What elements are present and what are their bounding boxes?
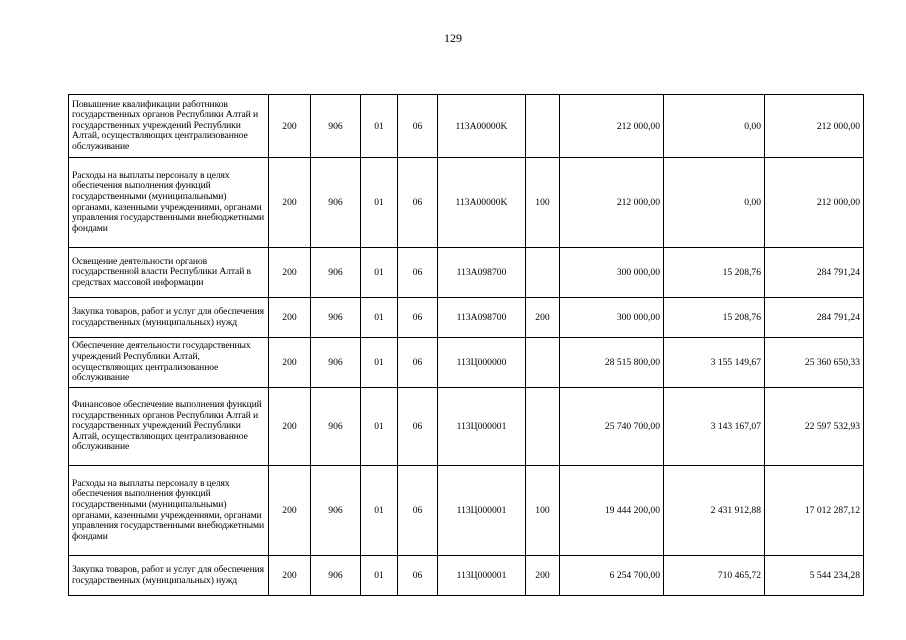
cell-code-1: 200 xyxy=(269,388,311,466)
cell-code-6 xyxy=(526,248,560,298)
page-number: 129 xyxy=(444,31,462,45)
cell-value-3: 284 791,24 xyxy=(765,248,864,298)
cell-code-2: 906 xyxy=(311,338,361,388)
table-row xyxy=(69,338,864,388)
cell-code-5: 113Ц000000 xyxy=(438,338,526,388)
cell-code-4: 06 xyxy=(398,248,438,298)
cell-code-5: 113A00000K xyxy=(438,158,526,248)
table-row xyxy=(69,248,864,298)
cell-code-2: 906 xyxy=(311,158,361,248)
cell-code-3: 01 xyxy=(361,338,398,388)
cell-value-1: 300 000,00 xyxy=(560,298,664,338)
cell-code-6: 200 xyxy=(526,556,560,596)
cell-code-1: 200 xyxy=(269,248,311,298)
cell-code-5: 113A098700 xyxy=(438,248,526,298)
cell-code-6: 100 xyxy=(526,158,560,248)
cell-name: Расходы на выплаты персоналу в целях обеспечения выполнения функций государственными (муниципальными) органами, казенными учреждениями, органами управления государственными внебюджетными фондами xyxy=(69,158,269,248)
cell-code-5: 113A098700 xyxy=(438,298,526,338)
cell-name: Закупка товаров, работ и услуг для обеспечения государственных (муниципальных) нужд xyxy=(69,298,269,338)
cell-code-4: 06 xyxy=(398,298,438,338)
table-row xyxy=(69,466,864,556)
cell-code-3: 01 xyxy=(361,298,398,338)
cell-code-2: 906 xyxy=(311,466,361,556)
cell-code-4: 06 xyxy=(398,158,438,248)
cell-value-2: 3 155 149,67 xyxy=(664,338,765,388)
cell-code-1: 200 xyxy=(269,338,311,388)
cell-value-2: 15 208,76 xyxy=(664,298,765,338)
cell-value-3: 212 000,00 xyxy=(765,95,864,158)
cell-code-2: 906 xyxy=(311,95,361,158)
cell-code-4: 06 xyxy=(398,466,438,556)
cell-value-2: 0,00 xyxy=(664,95,765,158)
cell-value-1: 212 000,00 xyxy=(560,95,664,158)
cell-code-2: 906 xyxy=(311,298,361,338)
cell-code-4: 06 xyxy=(398,95,438,158)
cell-code-2: 906 xyxy=(311,556,361,596)
cell-code-1: 200 xyxy=(269,466,311,556)
cell-code-2: 906 xyxy=(311,388,361,466)
cell-code-4: 06 xyxy=(398,338,438,388)
cell-value-1: 19 444 200,00 xyxy=(560,466,664,556)
cell-code-5: 113A00000K xyxy=(438,95,526,158)
cell-code-1: 200 xyxy=(269,95,311,158)
cell-value-3: 22 597 532,93 xyxy=(765,388,864,466)
cell-code-5: 113Ц000001 xyxy=(438,466,526,556)
cell-name: Обеспечение деятельности государственных учреждений Республики Алтай, осуществляющих централизованное обслуживание xyxy=(69,338,269,388)
cell-code-3: 01 xyxy=(361,158,398,248)
cell-value-2: 3 143 167,07 xyxy=(664,388,765,466)
cell-value-1: 300 000,00 xyxy=(560,248,664,298)
cell-name: Повышение квалификации работников государственных органов Республики Алтай и государственных учреждений Республики Алтай, осуществляющих централизованное обслуживание xyxy=(69,95,269,158)
cell-code-5: 113Ц000001 xyxy=(438,388,526,466)
cell-code-6: 100 xyxy=(526,466,560,556)
cell-value-3: 17 012 287,12 xyxy=(765,466,864,556)
cell-code-6 xyxy=(526,338,560,388)
cell-code-3: 01 xyxy=(361,556,398,596)
cell-value-3: 5 544 234,28 xyxy=(765,556,864,596)
cell-value-3: 25 360 650,33 xyxy=(765,338,864,388)
cell-code-1: 200 xyxy=(269,298,311,338)
cell-name: Расходы на выплаты персоналу в целях обеспечения выполнения функций государственными (муниципальными) органами, казенными учреждениями, органами управления государственными внебюджетными фондами xyxy=(69,466,269,556)
cell-code-3: 01 xyxy=(361,388,398,466)
cell-code-6 xyxy=(526,388,560,466)
table-row xyxy=(69,298,864,338)
cell-value-2: 15 208,76 xyxy=(664,248,765,298)
cell-value-1: 28 515 800,00 xyxy=(560,338,664,388)
cell-code-6 xyxy=(526,95,560,158)
cell-value-2: 0,00 xyxy=(664,158,765,248)
cell-value-3: 212 000,00 xyxy=(765,158,864,248)
cell-code-1: 200 xyxy=(269,556,311,596)
cell-code-4: 06 xyxy=(398,388,438,466)
cell-code-1: 200 xyxy=(269,158,311,248)
cell-value-2: 2 431 912,88 xyxy=(664,466,765,556)
cell-value-1: 25 740 700,00 xyxy=(560,388,664,466)
cell-value-1: 212 000,00 xyxy=(560,158,664,248)
cell-code-4: 06 xyxy=(398,556,438,596)
cell-name: Освещение деятельности органов государственной власти Республики Алтай в средствах массовой информации xyxy=(69,248,269,298)
cell-code-6: 200 xyxy=(526,298,560,338)
cell-name: Финансовое обеспечение выполнения функций государственных органов Республики Алтай и государственных учреждений Республики Алтай, осуществляющих централизованное обслуживание xyxy=(69,388,269,466)
cell-value-2: 710 465,72 xyxy=(664,556,765,596)
cell-code-3: 01 xyxy=(361,466,398,556)
cell-code-2: 906 xyxy=(311,248,361,298)
cell-value-3: 284 791,24 xyxy=(765,298,864,338)
table-row xyxy=(69,158,864,248)
cell-name: Закупка товаров, работ и услуг для обеспечения государственных (муниципальных) нужд xyxy=(69,556,269,596)
cell-code-5: 113Ц000001 xyxy=(438,556,526,596)
cell-value-1: 6 254 700,00 xyxy=(560,556,664,596)
table-row xyxy=(69,388,864,466)
budget-table xyxy=(68,94,864,596)
cell-code-3: 01 xyxy=(361,248,398,298)
table-row xyxy=(69,556,864,596)
table-row xyxy=(69,95,864,158)
cell-code-3: 01 xyxy=(361,95,398,158)
